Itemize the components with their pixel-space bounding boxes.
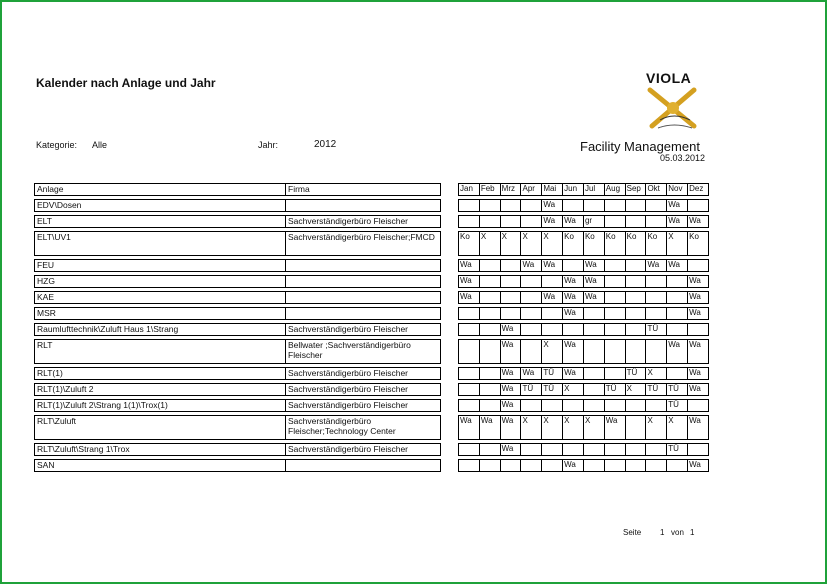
month-cell	[688, 400, 709, 412]
month-cell	[583, 368, 604, 380]
month-cell: Wa	[667, 340, 688, 364]
month-cell	[500, 308, 521, 320]
table-row	[35, 340, 441, 364]
month-cell	[563, 200, 584, 212]
month-cell: Wa	[688, 460, 709, 472]
month-cell: TÜ	[542, 384, 563, 396]
month-cell: Ko	[583, 232, 604, 256]
anlage-cell: RLT\Zuluft\Strang 1\Trox	[35, 444, 286, 456]
month-cell: X	[542, 232, 563, 256]
calendar-row	[459, 340, 709, 364]
month-cell: TÜ	[646, 324, 667, 336]
month-cell	[583, 340, 604, 364]
month-header-okt: Okt	[646, 184, 667, 196]
month-cell: Ko	[563, 232, 584, 256]
month-cell	[625, 460, 646, 472]
month-cell	[521, 444, 542, 456]
month-cell: X	[479, 232, 500, 256]
month-cell	[625, 444, 646, 456]
month-cell: X	[646, 368, 667, 380]
month-cell	[459, 308, 480, 320]
calendar-row	[459, 292, 709, 304]
month-cell: Wa	[604, 416, 625, 440]
firma-cell: Sachverständigerbüro Fleischer;Technology Center	[286, 416, 441, 440]
anlage-cell: RLT(1)\Zuluft 2	[35, 384, 286, 396]
month-cell: Wa	[563, 292, 584, 304]
month-cell	[583, 384, 604, 396]
firma-cell	[286, 200, 441, 212]
table-row	[35, 232, 441, 256]
month-cell	[479, 384, 500, 396]
month-cell: TÜ	[542, 368, 563, 380]
month-cell	[625, 308, 646, 320]
kategorie-label: Kategorie:	[36, 140, 78, 150]
month-cell	[479, 444, 500, 456]
month-cell	[521, 292, 542, 304]
month-cell: X	[646, 416, 667, 440]
month-cell: Wa	[688, 384, 709, 396]
anlage-cell: FEU	[35, 260, 286, 272]
firma-cell	[286, 460, 441, 472]
month-cell: X	[542, 340, 563, 364]
report-title: Kalender nach Anlage und Jahr	[36, 76, 216, 90]
month-cell	[604, 216, 625, 228]
firma-cell: Sachverständigerbüro Fleischer;FMCD	[286, 232, 441, 256]
month-cell: Wa	[459, 292, 480, 304]
month-header-feb: Feb	[479, 184, 500, 196]
month-cell	[521, 324, 542, 336]
month-cell	[542, 460, 563, 472]
month-cell	[500, 200, 521, 212]
calendar-row	[459, 232, 709, 256]
month-cell	[604, 460, 625, 472]
month-cell: X	[500, 232, 521, 256]
month-cell	[667, 368, 688, 380]
month-cell: TÜ	[667, 384, 688, 396]
month-header-aug: Aug	[604, 184, 625, 196]
month-cell	[583, 200, 604, 212]
month-cell	[583, 444, 604, 456]
table-row	[35, 216, 441, 228]
month-cell	[625, 216, 646, 228]
table-row	[35, 368, 441, 380]
month-cell: TÜ	[667, 400, 688, 412]
month-cell	[521, 460, 542, 472]
month-cell: X	[667, 232, 688, 256]
month-cell	[667, 324, 688, 336]
calendar-row	[459, 460, 709, 472]
month-cell: Ko	[625, 232, 646, 256]
month-cell	[563, 324, 584, 336]
month-cell	[459, 368, 480, 380]
month-cell	[604, 400, 625, 412]
month-cell	[459, 200, 480, 212]
month-cell	[625, 276, 646, 288]
page-number: 1	[660, 528, 665, 537]
month-header-apr: Apr	[521, 184, 542, 196]
month-header-jan: Jan	[459, 184, 480, 196]
month-cell: Wa	[500, 340, 521, 364]
month-cell: Wa	[646, 260, 667, 272]
calendar-row	[459, 444, 709, 456]
month-cell	[604, 292, 625, 304]
firma-cell: Sachverständigerbüro Fleischer	[286, 216, 441, 228]
table-row	[35, 200, 441, 212]
anlage-cell: KAE	[35, 292, 286, 304]
month-cell: Wa	[667, 200, 688, 212]
month-cell: X	[563, 384, 584, 396]
month-cell	[459, 444, 480, 456]
jahr-label: Jahr:	[258, 140, 279, 150]
month-header-mrz: Mrz	[500, 184, 521, 196]
month-cell	[542, 444, 563, 456]
month-cell	[625, 292, 646, 304]
calendar-row	[459, 384, 709, 396]
month-cell	[479, 340, 500, 364]
month-cell: Wa	[688, 416, 709, 440]
month-cell	[583, 324, 604, 336]
firma-cell: Sachverständigerbüro Fleischer	[286, 444, 441, 456]
month-cell: Wa	[667, 260, 688, 272]
month-cell: X	[542, 416, 563, 440]
month-cell: Wa	[583, 276, 604, 288]
month-cell	[479, 400, 500, 412]
calendar-row	[459, 368, 709, 380]
month-cell	[646, 460, 667, 472]
anlage-cell: EDV\Dosen	[35, 200, 286, 212]
month-cell: Wa	[688, 340, 709, 364]
month-cell	[479, 368, 500, 380]
jahr-value: 2012	[314, 139, 337, 150]
month-cell	[479, 260, 500, 272]
facility-management-label: Facility Management	[580, 139, 700, 154]
month-cell	[625, 340, 646, 364]
month-cell	[604, 368, 625, 380]
month-cell: Wa	[688, 368, 709, 380]
calendar-row	[459, 276, 709, 288]
month-cell	[500, 292, 521, 304]
month-cell: Wa	[521, 260, 542, 272]
month-cell	[479, 216, 500, 228]
month-cell	[521, 308, 542, 320]
month-cell: Wa	[583, 260, 604, 272]
table-row	[35, 460, 441, 472]
month-header-dez: Dez	[688, 184, 709, 196]
month-cell	[459, 216, 480, 228]
month-header-mai: Mai	[542, 184, 563, 196]
table-row	[35, 276, 441, 288]
month-cell	[667, 460, 688, 472]
firma-cell	[286, 260, 441, 272]
anlage-firma-table	[34, 183, 441, 472]
calendar-row	[459, 416, 709, 440]
month-cell: TÜ	[521, 384, 542, 396]
month-cell: Wa	[500, 324, 521, 336]
month-cell	[646, 216, 667, 228]
month-cell	[521, 200, 542, 212]
firma-cell: Sachverständigerbüro Fleischer	[286, 384, 441, 396]
month-cell	[646, 400, 667, 412]
month-cell	[667, 292, 688, 304]
month-cell	[604, 276, 625, 288]
month-cell	[500, 460, 521, 472]
month-cell: TÜ	[625, 368, 646, 380]
month-cell	[521, 276, 542, 288]
month-cell: Ko	[459, 232, 480, 256]
firma-cell	[286, 308, 441, 320]
month-cell: TÜ	[646, 384, 667, 396]
table-row	[35, 308, 441, 320]
month-cell	[646, 444, 667, 456]
month-cell: TÜ	[667, 444, 688, 456]
month-cell	[646, 308, 667, 320]
month-cell: Wa	[500, 368, 521, 380]
month-cell	[521, 340, 542, 364]
month-cell: Wa	[459, 260, 480, 272]
anlage-cell: ELT\UV1	[35, 232, 286, 256]
month-cell	[625, 200, 646, 212]
calendar-row	[459, 260, 709, 272]
month-cell	[459, 460, 480, 472]
firma-cell: Sachverständigerbüro Fleischer	[286, 324, 441, 336]
month-cell: X	[521, 416, 542, 440]
month-cell: X	[521, 232, 542, 256]
firma-cell: Sachverständigerbüro Fleischer	[286, 368, 441, 380]
table-row	[35, 400, 441, 412]
month-cell: Wa	[688, 292, 709, 304]
month-cell	[688, 200, 709, 212]
firma-cell	[286, 292, 441, 304]
table-row	[35, 384, 441, 396]
anlage-cell: RLT(1)\Zuluft 2\Strang 1(1)\Trox(1)	[35, 400, 286, 412]
table-header-row	[35, 184, 441, 196]
month-cell	[625, 260, 646, 272]
von-label: von	[671, 528, 684, 537]
month-cell: Wa	[459, 276, 480, 288]
anlage-cell: Raumlufttechnik\Zuluft Haus 1\Strang	[35, 324, 286, 336]
month-cell	[542, 324, 563, 336]
month-cell: Wa	[521, 368, 542, 380]
month-cell	[604, 260, 625, 272]
month-cell	[500, 260, 521, 272]
month-cell	[604, 444, 625, 456]
month-cell	[459, 340, 480, 364]
month-cell	[583, 308, 604, 320]
brand-logo-icon	[646, 86, 702, 132]
month-cell: Wa	[542, 292, 563, 304]
month-cell: Wa	[500, 416, 521, 440]
month-cell	[542, 400, 563, 412]
month-cell	[479, 200, 500, 212]
anlage-column-header: Anlage	[35, 184, 286, 196]
month-cell: Wa	[542, 260, 563, 272]
month-cell: Wa	[500, 384, 521, 396]
month-cell	[563, 260, 584, 272]
month-cell: Wa	[583, 292, 604, 304]
month-cell	[625, 416, 646, 440]
month-cell: gr	[583, 216, 604, 228]
month-cell	[625, 324, 646, 336]
month-cell	[604, 324, 625, 336]
month-cell: X	[667, 416, 688, 440]
month-calendar-table	[458, 183, 709, 472]
month-cell: Wa	[688, 308, 709, 320]
month-cell: X	[583, 416, 604, 440]
month-header-jun: Jun	[563, 184, 584, 196]
month-header-sep: Sep	[625, 184, 646, 196]
table-row	[35, 292, 441, 304]
month-cell: Wa	[688, 216, 709, 228]
month-header-row	[459, 184, 709, 196]
month-cell	[500, 276, 521, 288]
month-cell	[625, 400, 646, 412]
month-cell: Wa	[542, 200, 563, 212]
calendar-row	[459, 216, 709, 228]
calendar-row	[459, 200, 709, 212]
month-cell: Ko	[646, 232, 667, 256]
month-cell: Wa	[500, 400, 521, 412]
report-date: 05.03.2012	[660, 153, 706, 163]
anlage-cell: RLT\Zuluft	[35, 416, 286, 440]
month-cell	[479, 460, 500, 472]
month-cell: TÜ	[604, 384, 625, 396]
month-cell: Ko	[604, 232, 625, 256]
anlage-cell: MSR	[35, 308, 286, 320]
month-cell	[459, 384, 480, 396]
month-cell	[542, 308, 563, 320]
month-cell: X	[625, 384, 646, 396]
firma-cell	[286, 276, 441, 288]
anlage-cell: HZG	[35, 276, 286, 288]
month-cell: Ko	[688, 232, 709, 256]
month-cell	[646, 276, 667, 288]
table-row	[35, 324, 441, 336]
month-cell	[583, 460, 604, 472]
month-cell	[479, 276, 500, 288]
anlage-cell: SAN	[35, 460, 286, 472]
month-cell	[688, 324, 709, 336]
month-cell: Wa	[563, 368, 584, 380]
month-cell: Wa	[542, 216, 563, 228]
month-cell: Wa	[563, 460, 584, 472]
month-cell	[459, 400, 480, 412]
month-header-jul: Jul	[583, 184, 604, 196]
month-cell	[667, 308, 688, 320]
table-row	[35, 260, 441, 272]
month-cell	[563, 444, 584, 456]
month-cell: Wa	[563, 340, 584, 364]
month-cell	[521, 400, 542, 412]
month-cell: Wa	[563, 216, 584, 228]
month-cell	[688, 260, 709, 272]
page-total: 1	[690, 528, 695, 537]
month-cell	[646, 340, 667, 364]
month-cell	[479, 292, 500, 304]
month-cell	[667, 276, 688, 288]
month-cell	[500, 216, 521, 228]
month-cell	[604, 308, 625, 320]
anlage-cell: ELT	[35, 216, 286, 228]
month-cell: Wa	[563, 308, 584, 320]
firma-cell: Bellwater ;Sachverständigerbüro Fleischer	[286, 340, 441, 364]
month-cell	[688, 444, 709, 456]
calendar-row	[459, 308, 709, 320]
kategorie-value: Alle	[92, 140, 108, 150]
month-cell	[583, 400, 604, 412]
month-cell: Wa	[500, 444, 521, 456]
calendar-row	[459, 400, 709, 412]
firma-column-header: Firma	[286, 184, 441, 196]
month-cell: Wa	[479, 416, 500, 440]
month-cell: X	[563, 416, 584, 440]
brand-logo-text: VIOLA	[646, 70, 692, 86]
table-row	[35, 444, 441, 456]
month-cell	[604, 340, 625, 364]
firma-cell: Sachverständigerbüro Fleischer	[286, 400, 441, 412]
month-cell: Wa	[667, 216, 688, 228]
month-cell	[646, 292, 667, 304]
month-header-nov: Nov	[667, 184, 688, 196]
month-cell	[563, 400, 584, 412]
month-cell	[604, 200, 625, 212]
month-cell	[646, 200, 667, 212]
month-cell	[459, 324, 480, 336]
month-cell	[479, 308, 500, 320]
month-cell	[479, 324, 500, 336]
month-cell: Wa	[563, 276, 584, 288]
month-cell: Wa	[688, 276, 709, 288]
seite-label: Seite	[623, 528, 642, 537]
calendar-row	[459, 324, 709, 336]
anlage-cell: RLT(1)	[35, 368, 286, 380]
month-cell: Wa	[459, 416, 480, 440]
month-cell	[542, 276, 563, 288]
anlage-cell: RLT	[35, 340, 286, 364]
table-row	[35, 416, 441, 440]
month-cell	[521, 216, 542, 228]
